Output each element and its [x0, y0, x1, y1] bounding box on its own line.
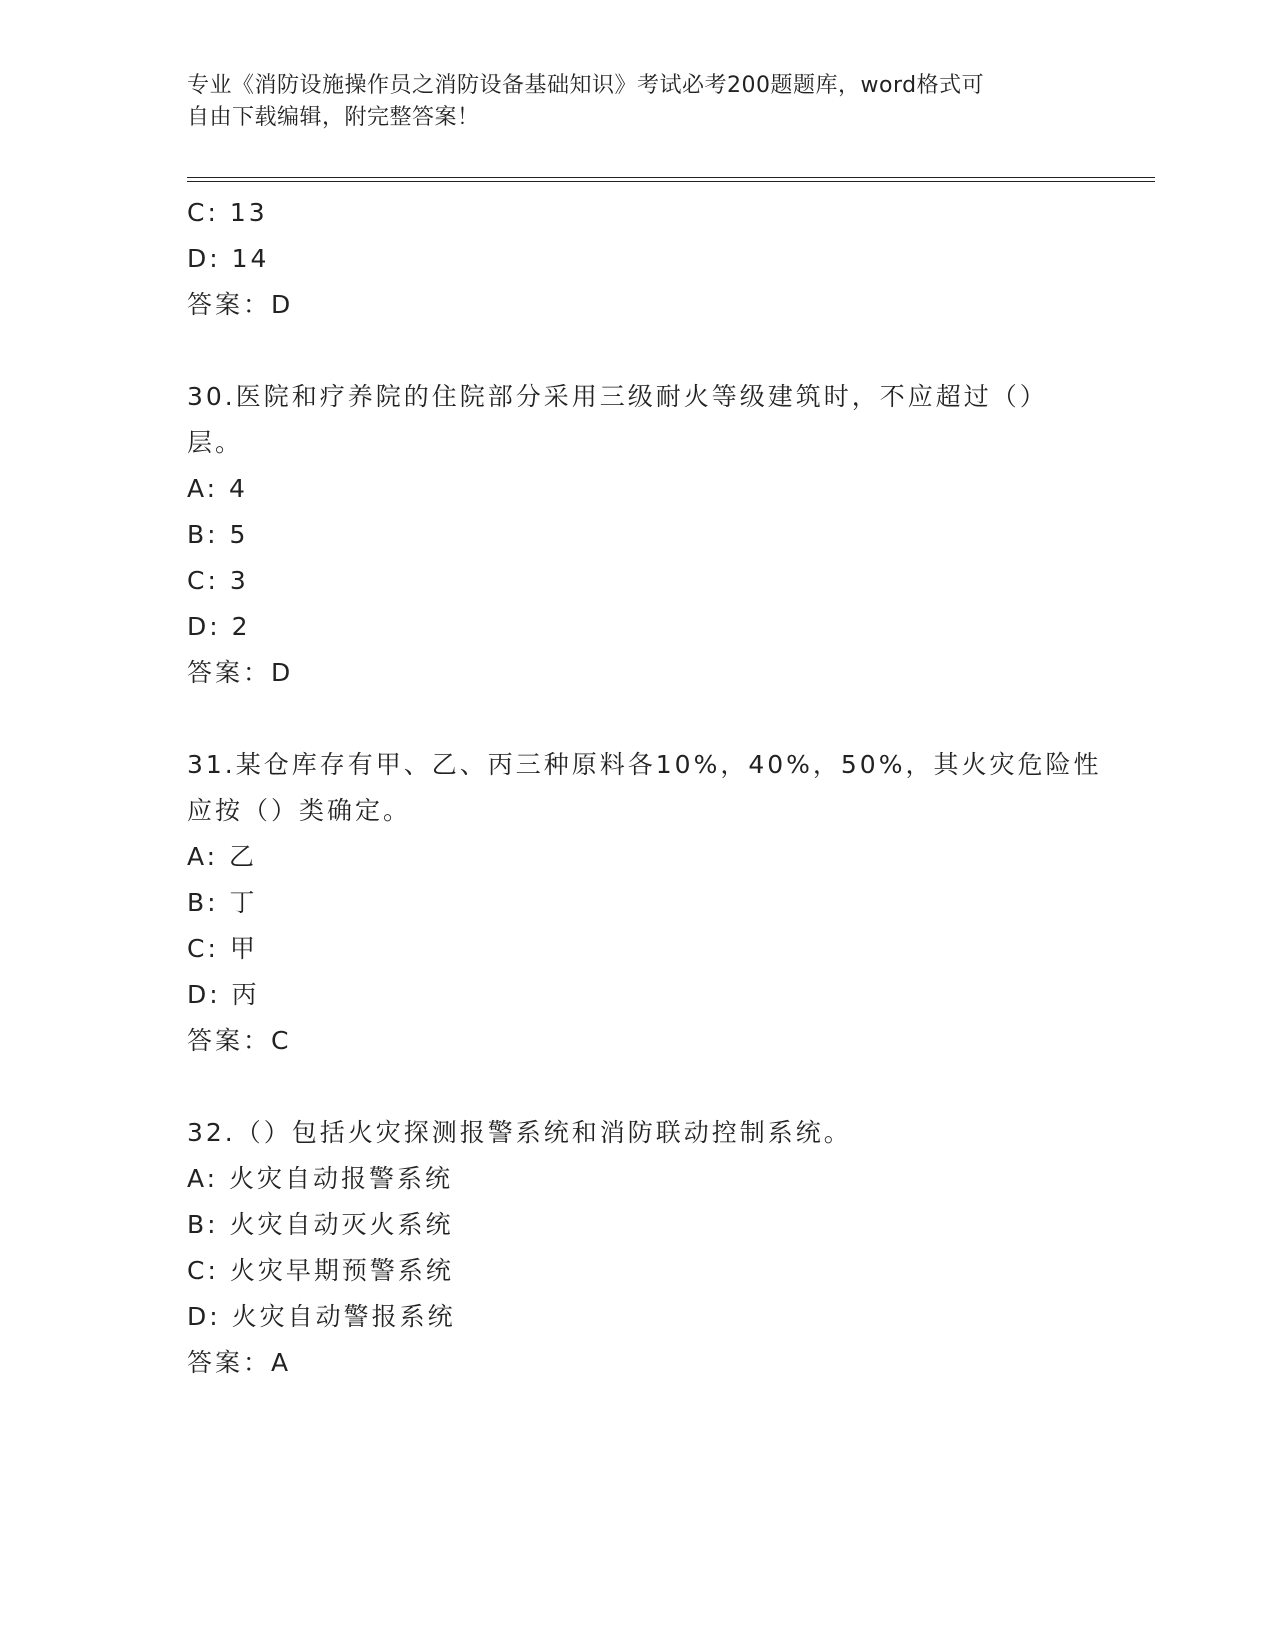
option-c: C: 3 — [187, 566, 249, 595]
option-c: C: 13 — [187, 198, 268, 227]
option-d: D: 火灾自动警报系统 — [187, 1302, 456, 1331]
answer-line: 答案：D — [187, 290, 294, 319]
option-b: B: 火灾自动灭火系统 — [187, 1210, 454, 1239]
header-line-1: 专业《消防设施操作员之消防设备基础知识》考试必考200题题库，word格式可 — [187, 73, 985, 98]
question-30 — [187, 374, 1067, 696]
document-body — [187, 190, 1102, 1386]
spacer — [187, 696, 1067, 742]
option-d: D: 2 — [187, 612, 251, 641]
option-c: C: 甲 — [187, 934, 258, 963]
option-a: A: 4 — [187, 474, 248, 503]
option-c: C: 火灾早期预警系统 — [187, 1256, 454, 1285]
question-text: 31.某仓库存有甲、乙、丙三种原料各10%，40%，50%，其火灾危险性 — [187, 750, 1102, 779]
spacer — [187, 328, 1067, 374]
answer-line: 答案：A — [187, 1348, 292, 1377]
option-a: A: 乙 — [187, 842, 258, 871]
document-header — [187, 70, 1067, 134]
option-a: A: 火灾自动报警系统 — [187, 1164, 454, 1193]
header-rule-top — [187, 177, 1155, 178]
answer-line: 答案：C — [187, 1026, 292, 1055]
header-line-2: 自由下载编辑，附完整答案！ — [187, 105, 480, 130]
option-d: D: 丙 — [187, 980, 260, 1009]
spacer — [187, 1064, 1067, 1110]
question-text-cont: 层。 — [187, 428, 244, 457]
answer-line: 答案：D — [187, 658, 294, 687]
header-rule-bottom — [187, 181, 1155, 182]
option-b: B: 5 — [187, 520, 249, 549]
question-text-cont: 应按（）类确定。 — [187, 796, 412, 825]
option-d: D: 14 — [187, 244, 270, 273]
question-text: 32.（）包括火灾探测报警系统和消防联动控制系统。 — [187, 1118, 852, 1147]
question-text: 30.医院和疗养院的住院部分采用三级耐火等级建筑时，不应超过（） — [187, 382, 1048, 411]
question-31 — [187, 742, 1102, 1064]
question-32 — [187, 1110, 1067, 1386]
option-b: B: 丁 — [187, 888, 258, 917]
